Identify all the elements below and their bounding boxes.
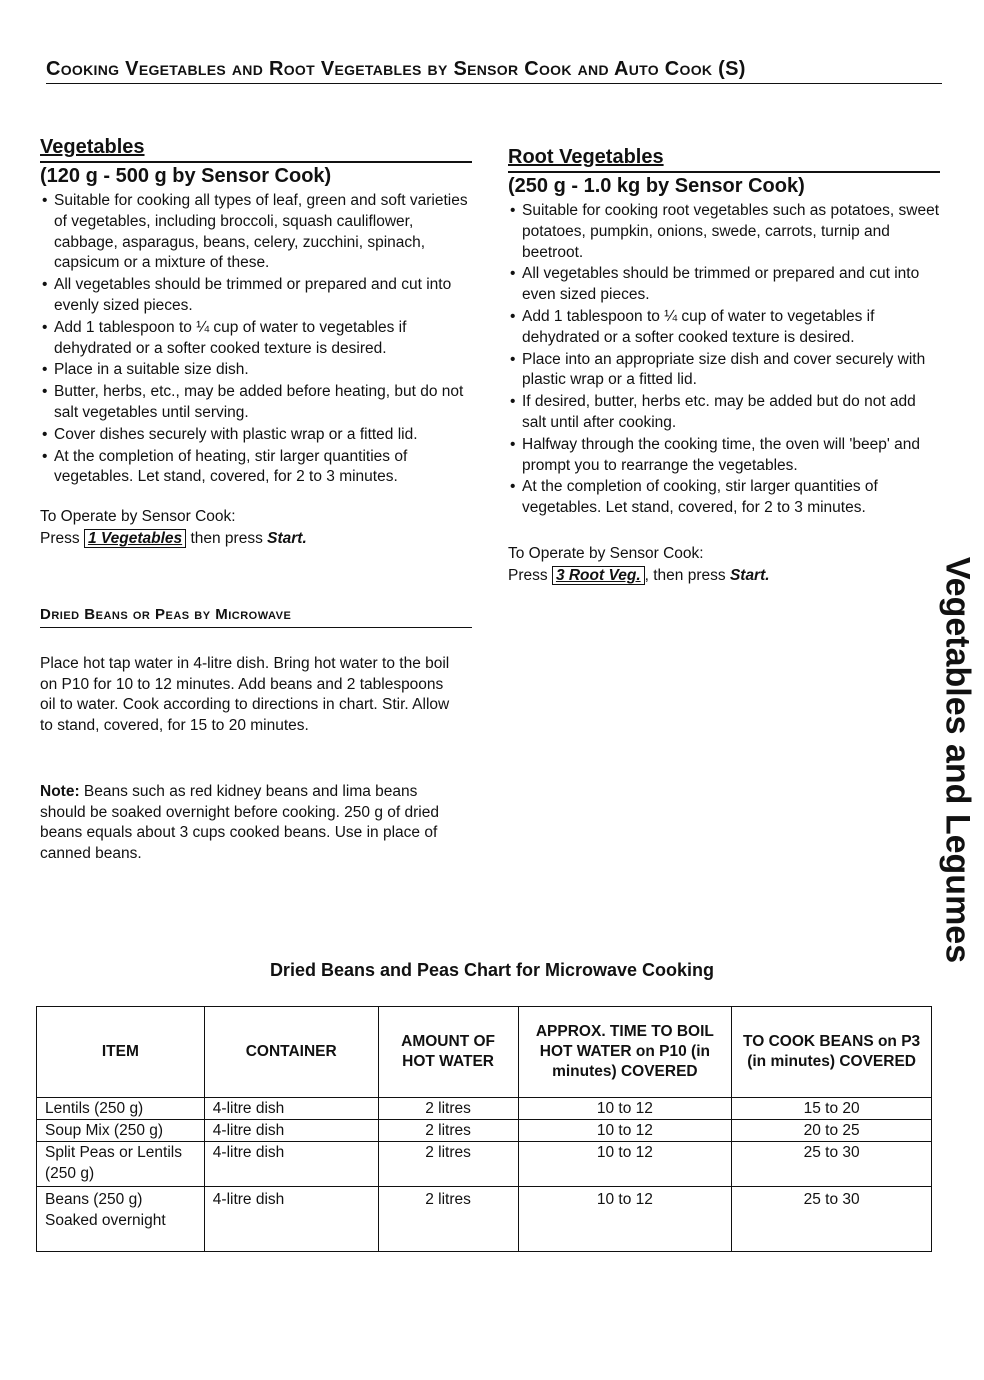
press-text: Press [40, 530, 80, 548]
dried-beans-note [40, 782, 460, 864]
list-item: • Suitable for cooking root vegetables such as potatoes, sweet potatoes, pumpkin, onions, swede, carrots, turnip and beetroot. [508, 201, 940, 263]
list-item: • Add 1 tablespoon to ¼ cup of water to vegetables if dehydrated or a softer cooked texture is desired. [508, 307, 940, 349]
vegetables-heading: Vegetables [40, 134, 472, 162]
list-item: • Place in a suitable size dish. [40, 360, 472, 381]
table-cell: Soup Mix (250 g) [37, 1120, 205, 1142]
chart-title: Dried Beans and Peas Chart for Microwave Cooking [269, 960, 715, 980]
column-header: AMOUNT OF HOT WATER [378, 1007, 518, 1098]
column-header: CONTAINER [204, 1007, 378, 1098]
table-row [37, 1098, 932, 1120]
operate-label: To Operate by Sensor Cook: [508, 544, 704, 562]
note-text: Beans such as red kidney beans and lima beans should be soaked overnight before cooking. 250 g of dried beans equals about 3 cups cooked beans. Use in place of canned beans. [40, 783, 439, 862]
side-tab-label: Vegetables and Legumes [938, 556, 977, 964]
column-header: ITEM [37, 1007, 205, 1098]
page-title: Cooking Vegetables and Root Vegetables by Sensor Cook and Auto Cook (S) [46, 58, 942, 84]
table-row [37, 1187, 932, 1252]
list-item: • Add 1 tablespoon to ¼ cup of water to vegetables if dehydrated or a softer cooked texture is desired. [40, 318, 472, 360]
root-vegetables-operate [508, 543, 940, 587]
root-veg-key: 3 Root Veg. [552, 566, 645, 585]
root-vegetables-subheading: (250 g - 1.0 kg by Sensor Cook) [508, 172, 940, 199]
table-cell: 2 litres [378, 1098, 518, 1120]
table-cell: 25 to 30 [732, 1142, 932, 1187]
column-header: TO COOK BEANS on P3 (in minutes) COVERED [732, 1007, 932, 1098]
vegetables-operate [40, 506, 472, 550]
list-item: • Halfway through the cooking time, the oven will 'beep' and prompt you to rearrange the vegetables. [508, 435, 940, 477]
table-cell: 10 to 12 [518, 1142, 732, 1187]
table-cell: Split Peas or Lentils (250 g) [37, 1142, 205, 1187]
note-label: Note: [40, 783, 80, 800]
table-cell: 15 to 20 [732, 1098, 932, 1120]
table-cell: 10 to 12 [518, 1098, 732, 1120]
dried-beans-heading: Dried Beans or Peas by Microwave [40, 606, 472, 628]
list-item: • Butter, herbs, etc., may be added before heating, but do not salt vegetables until serving. [40, 382, 472, 424]
list-item: • Cover dishes securely with plastic wrap or a fitted lid. [40, 425, 472, 446]
start-key-text: Start. [729, 566, 770, 584]
table-header-row [37, 1007, 932, 1098]
vegetables-subheading: (120 g - 500 g by Sensor Cook) [40, 162, 472, 189]
operate-instruction [40, 528, 472, 550]
operate-label: To Operate by Sensor Cook: [40, 508, 236, 526]
table-cell: 20 to 25 [732, 1120, 932, 1142]
table-cell: 2 litres [378, 1120, 518, 1142]
list-item: • At the completion of heating, stir larger quantities of vegetables. Let stand, covered, for 2 to 3 minutes. [40, 447, 472, 489]
vegetables-bullet-list [40, 191, 472, 488]
then-press-text: then press [190, 530, 263, 548]
then-press-text: , then press [644, 566, 726, 584]
dried-beans-paragraph: Place hot tap water in 4-litre dish. Bring hot water to the boil on P10 for 10 to 12 minutes. Add beans and 2 tablespoons oil to water. Cook according to directions in chart. Stir. Allow to stand, covered, for 15 to 20 minutes. [40, 655, 450, 734]
list-item: • All vegetables should be trimmed or prepared and cut into evenly sized pieces. [40, 275, 472, 317]
table-cell: 25 to 30 [732, 1187, 932, 1252]
table-cell: Beans (250 g) Soaked overnight [37, 1187, 205, 1252]
dried-beans-chart-table [36, 1006, 932, 1252]
table-cell: 4-litre dish [204, 1187, 378, 1252]
table-cell: 2 litres [378, 1142, 518, 1187]
list-item: • All vegetables should be trimmed or prepared and cut into even sized pieces. [508, 264, 940, 306]
list-item: • At the completion of cooking, stir larger quantities of vegetables. Let stand, covered, for 2 to 3 minutes. [508, 477, 940, 519]
table-cell: 10 to 12 [518, 1120, 732, 1142]
table-cell: 4-litre dish [204, 1142, 378, 1187]
press-text: Press [508, 566, 548, 584]
table-row [37, 1120, 932, 1142]
root-vegetables-heading: Root Vegetables [508, 144, 940, 172]
table-cell: Lentils (250 g) [37, 1098, 205, 1120]
list-item: • Place into an appropriate size dish and cover securely with plastic wrap or a fitted lid. [508, 350, 940, 392]
list-item: • Suitable for cooking all types of leaf, green and soft varieties of vegetables, including broccoli, squash cauliflower, cabbage, asparagus, beans, celery, zucchini, spinach, capsicum or a mixture of these. [40, 191, 472, 274]
table-cell: 4-litre dish [204, 1120, 378, 1142]
side-tab [932, 540, 982, 980]
start-key-text: Start. [267, 530, 307, 548]
root-vegetables-bullet-list [508, 201, 940, 519]
table-cell: 2 litres [378, 1187, 518, 1252]
column-header: APPROX. TIME TO BOIL HOT WATER on P10 (in minutes) COVERED [518, 1007, 732, 1098]
vegetables-key: 1 Vegetables [84, 529, 186, 548]
root-vegetables-section [508, 144, 940, 587]
table-cell: 10 to 12 [518, 1187, 732, 1252]
table-row [37, 1142, 932, 1187]
list-item: • If desired, butter, herbs etc. may be added but do not add salt until after cooking. [508, 392, 940, 434]
vegetables-section [40, 134, 472, 550]
operate-instruction [508, 565, 940, 587]
table-cell: 4-litre dish [204, 1098, 378, 1120]
